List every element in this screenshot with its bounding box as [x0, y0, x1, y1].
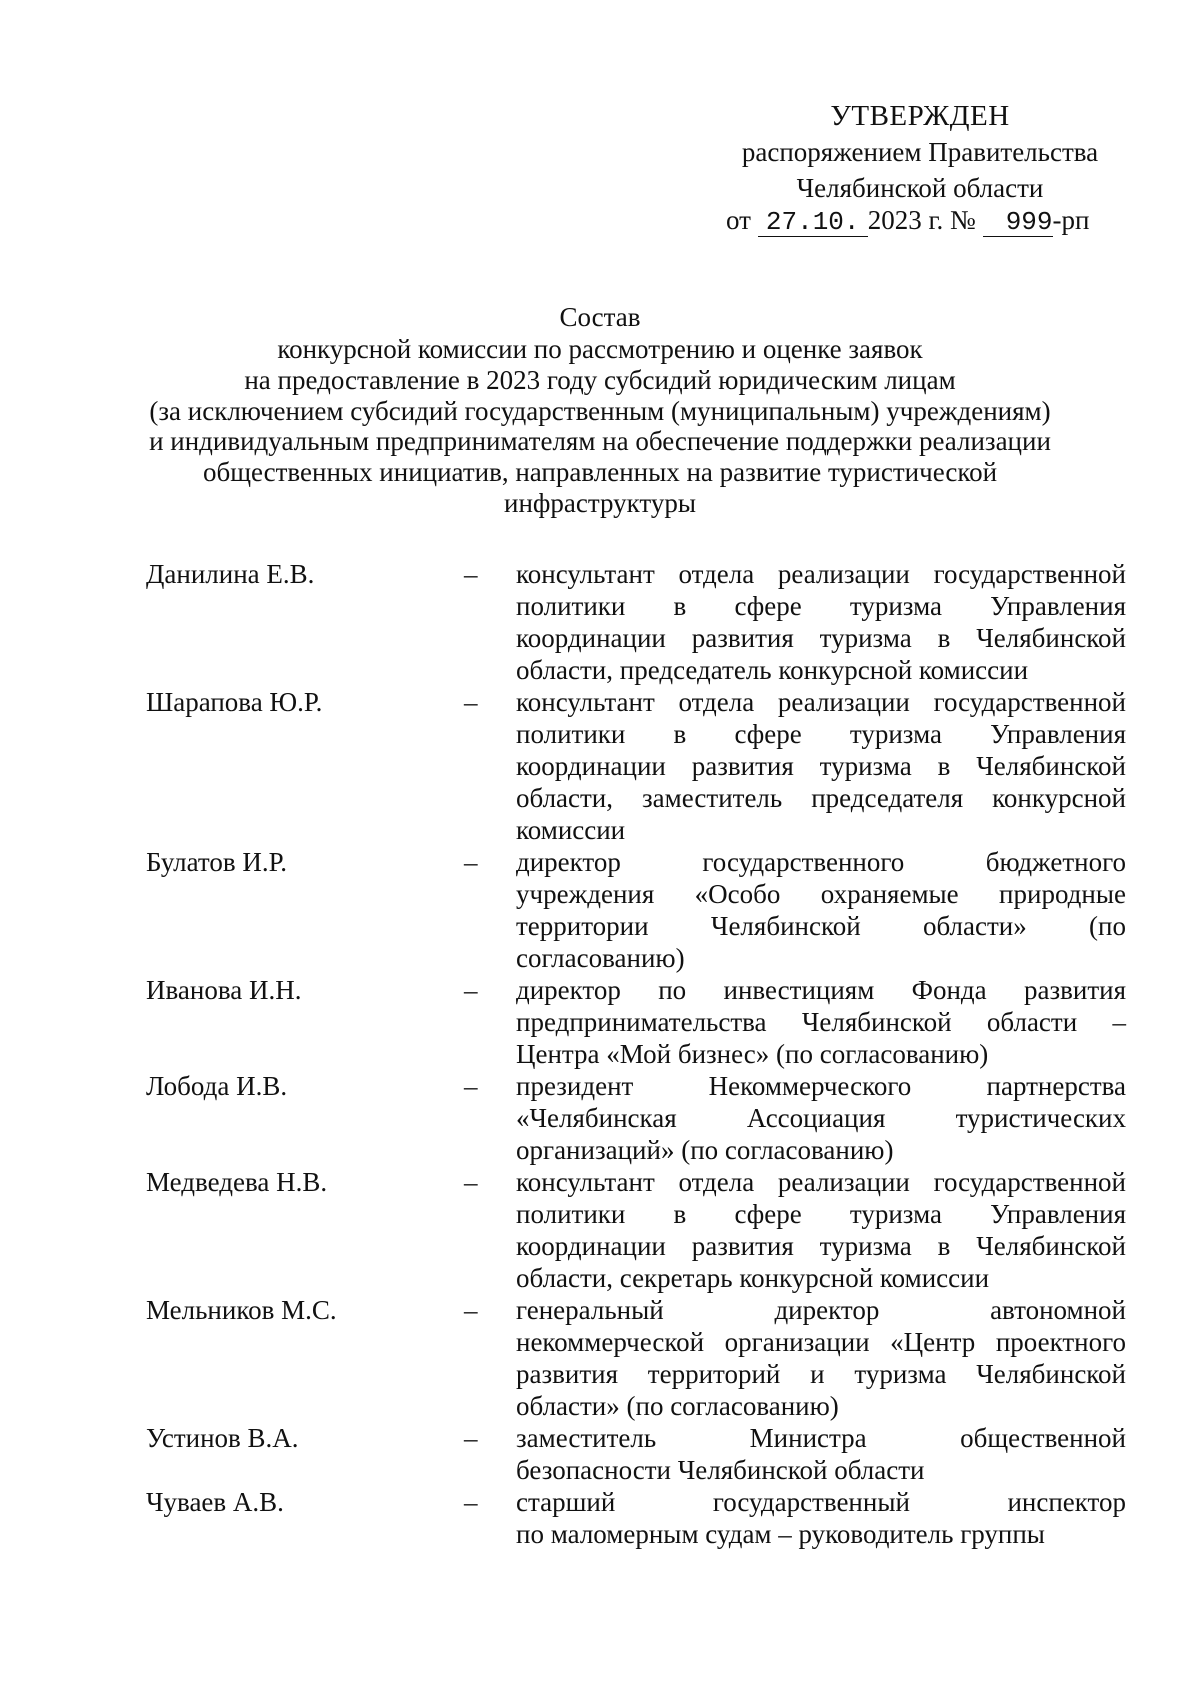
member-name: Лобода И.В. [146, 1071, 288, 1101]
member-position [516, 1294, 1126, 1422]
member-position-line: консультант отдела реализации государственной [516, 559, 1126, 589]
member-position [516, 1486, 1126, 1550]
member-position-line: Центра «Мой бизнес» (по согласованию) [516, 1039, 989, 1069]
member-position-line: согласованию) [516, 943, 685, 973]
member-position-line: координации развития туризма в Челябинской [516, 623, 1126, 653]
member-position-line: политики в сфере туризма Управления [516, 719, 1126, 749]
member-dash: – [464, 847, 478, 877]
member-position-line: координации развития туризма в Челябинской [516, 751, 1126, 781]
member-name: Данилина Е.В. [146, 559, 315, 589]
member-position-line: «Челябинская Ассоциация туристических [516, 1103, 1126, 1133]
approval-year: 2023 г. № [867, 205, 976, 235]
member-position-line: консультант отдела реализации государственной [516, 687, 1126, 717]
approval-stamp [700, 98, 1140, 206]
member-position-line: организаций» (по согласованию) [516, 1135, 894, 1165]
member-position-line: директор государственного бюджетного [516, 847, 1126, 877]
member-position-line: политики в сфере туризма Управления [516, 1199, 1126, 1229]
member-position-line: территории Челябинской области» (по [516, 911, 1126, 941]
title-line: инфраструктуры [504, 487, 696, 518]
member-position [516, 686, 1126, 846]
from-label: от [726, 205, 751, 235]
title-line: на предоставление в 2023 году субсидий юридическим лицам [244, 364, 956, 395]
member-position-line: некоммерческой организации «Центр проектного [516, 1327, 1126, 1357]
member-position-line: президент Некоммерческого партнерства [516, 1071, 1126, 1101]
title-line: конкурсной комиссии по рассмотрению и оценке заявок [277, 334, 923, 364]
member-row [146, 974, 1130, 1070]
member-position-line: генеральный директор автономной [516, 1295, 1126, 1325]
member-row [146, 1070, 1130, 1166]
title-line: (за исключением субсидий государственным (муниципальным) учреждениям) [149, 395, 1051, 426]
member-name: Медведева Н.В. [146, 1167, 328, 1197]
member-dash: – [464, 559, 478, 589]
approval-date-line [726, 202, 1089, 238]
member-position-line: комиссии [516, 815, 626, 845]
member-name: Чуваев А.В. [146, 1487, 284, 1517]
member-name: Шарапова Ю.Р. [146, 687, 323, 717]
member-name: Мельников М.С. [146, 1295, 337, 1325]
member-position-line: координации развития туризма в Челябинской [516, 1231, 1126, 1261]
commission-members-list [146, 558, 1130, 1550]
member-position [516, 846, 1126, 974]
approval-number: 999 [983, 208, 1053, 237]
title-heading: Состав [559, 302, 641, 332]
member-dash: – [464, 1167, 478, 1197]
member-position-line: безопасности Челябинской области [516, 1455, 925, 1485]
member-position-line: области, председатель конкурсной комиссии [516, 655, 1029, 685]
member-dash: – [464, 975, 478, 1005]
title-line: общественных инициатив, направленных на развитие туристической [202, 457, 998, 488]
member-position-line: области, заместитель председателя конкурсной [516, 783, 1126, 813]
approval-heading: УТВЕРЖДЕН [830, 100, 1010, 132]
member-name: Булатов И.Р. [146, 847, 287, 877]
member-position-line: заместитель Министра общественной [516, 1423, 1126, 1453]
member-position-line: старший государственный инспектор [516, 1487, 1126, 1517]
member-row [146, 1294, 1130, 1422]
member-position-line: области» (по согласованию) [516, 1391, 839, 1421]
member-position-line: консультант отдела реализации государственной [516, 1167, 1126, 1197]
member-row [146, 1166, 1130, 1294]
member-dash: – [464, 1295, 478, 1325]
member-dash: – [464, 1071, 478, 1101]
member-name: Устинов В.А. [146, 1423, 299, 1453]
member-row [146, 1486, 1130, 1550]
member-position [516, 1422, 1126, 1486]
title-line: и индивидуальным предпринимателям на обеспечение поддержки реализации [149, 426, 1051, 457]
member-position-line: области, секретарь конкурсной комиссии [516, 1263, 990, 1293]
member-name: Иванова И.Н. [146, 975, 302, 1005]
member-position [516, 974, 1126, 1070]
approval-number-suffix: -рп [1052, 205, 1090, 235]
member-position [516, 1070, 1126, 1166]
member-position-line: учреждения «Особо охраняемые природные [516, 879, 1126, 909]
member-row [146, 846, 1130, 974]
member-row [146, 686, 1130, 846]
approval-line-2: Челябинской области [796, 173, 1044, 203]
member-dash: – [464, 1487, 478, 1517]
member-row [146, 1422, 1130, 1486]
member-position [516, 1166, 1126, 1294]
member-position-line: развития территорий и туризма Челябинской [516, 1359, 1126, 1389]
member-position-line: директор по инвестициям Фонда развития [516, 975, 1126, 1005]
member-position-line: по маломерным судам – руководитель группы [516, 1519, 1045, 1549]
approval-date: 27.10. [758, 208, 868, 237]
member-dash: – [464, 1423, 478, 1453]
title-body [100, 334, 1100, 519]
member-position-line: политики в сфере туризма Управления [516, 591, 1126, 621]
member-dash: – [464, 687, 478, 717]
member-position [516, 558, 1126, 686]
member-position-line: предпринимательства Челябинской области – [516, 1007, 1126, 1037]
document-title [100, 300, 1100, 519]
member-row [146, 558, 1130, 686]
approval-line-1: распоряжением Правительства [741, 137, 1099, 167]
